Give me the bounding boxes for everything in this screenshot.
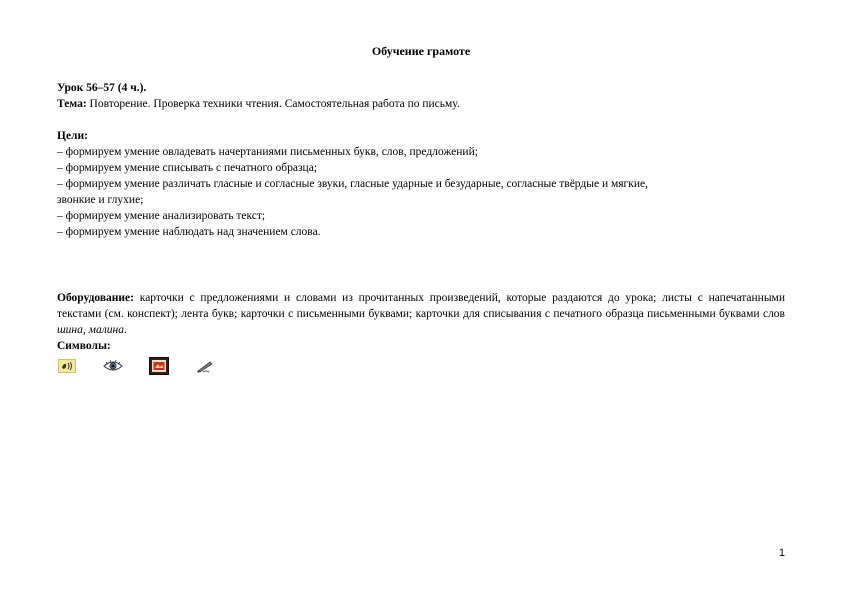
- goal-item: – формируем умение наблюдать над значением слова.: [57, 226, 321, 238]
- pen-writing-icon: [195, 357, 215, 375]
- lesson-info: [57, 80, 785, 112]
- symbols-row: [57, 357, 241, 375]
- page-number: 1: [778, 547, 785, 559]
- equipment-text: карточки с предложениями и словами из прочитанных произведений, которые раздаются до урока; листы с напечатанными текстами (см. конспект); лента букв; карточки с письменными буквами; карточки для списывания с печатного образца письменными буквами слов: [57, 292, 785, 320]
- eye-icon: [103, 357, 123, 375]
- goals-heading: Цели:: [57, 130, 88, 142]
- equipment-paragraph: [57, 290, 785, 338]
- goal-item: – формируем умение списывать с печатного образца;: [57, 162, 318, 174]
- equipment-label: Оборудование:: [57, 292, 134, 304]
- goals-section: [57, 128, 785, 240]
- document-title: Обучение грамоте: [371, 44, 471, 58]
- lesson-topic: [57, 96, 785, 112]
- goal-item: – формируем умение различать гласные и согласные звуки, гласные ударные и безударные, согласные твёрдые и мягкие,: [57, 178, 648, 190]
- goal-item: – формируем умение овладевать начертаниями письменных букв, слов, предложений;: [57, 146, 478, 158]
- topic-text: Повторение. Проверка техники чтения. Самостоятельная работа по письму.: [86, 98, 460, 110]
- speaking-icon: [57, 357, 77, 375]
- equipment-section: [57, 290, 785, 354]
- equipment-end: .: [123, 324, 127, 336]
- goal-item-continuation: звонкие и глухие;: [57, 194, 144, 206]
- goal-item: – формируем умение анализировать текст;: [57, 210, 266, 222]
- symbols-heading: Символы:: [57, 340, 111, 352]
- equipment-italic-words: шина, малина: [57, 324, 124, 336]
- lesson-heading: Урок 56–57 (4 ч.).: [57, 82, 147, 94]
- topic-label: Тема:: [57, 98, 87, 110]
- picture-frame-icon: [149, 357, 169, 375]
